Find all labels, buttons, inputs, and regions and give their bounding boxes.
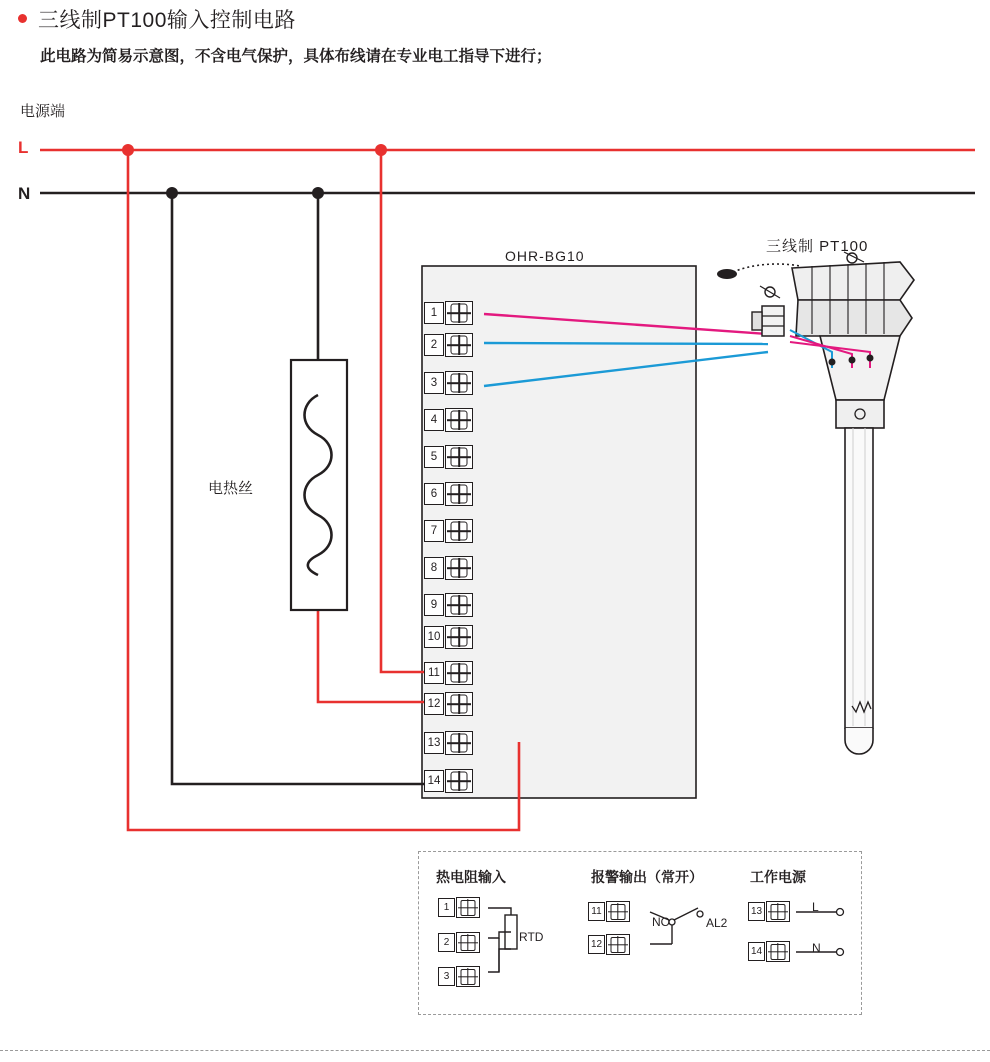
legend-note-n: N [812, 941, 821, 955]
terminal-number: 9 [424, 594, 444, 616]
live-label: L [18, 138, 29, 157]
legend-title-rtd: 热电阻输入 [436, 869, 506, 885]
terminal-screw-icon[interactable] [445, 731, 473, 755]
terminal-number: 11 [424, 662, 444, 684]
terminal-screw-icon[interactable] [445, 371, 473, 395]
legend-terminal-row[interactable] [588, 901, 630, 922]
terminal-number: 1 [424, 302, 444, 324]
legend-title-power: 工作电源 [750, 869, 806, 885]
terminal-number: 6 [424, 483, 444, 505]
terminal-screw-icon[interactable] [445, 301, 473, 325]
sensor-label: 三线制 PT100 [766, 238, 869, 255]
terminal-screw-icon[interactable] [766, 901, 790, 922]
terminal-screw-icon[interactable] [445, 692, 473, 716]
terminal-row[interactable] [424, 769, 473, 793]
terminal-number: 3 [438, 967, 455, 986]
legend-terminal-row[interactable] [438, 966, 480, 987]
terminal-screw-icon[interactable] [606, 934, 630, 955]
page-subtitle: 此电路为简易示意图，不含电气保护，具体布线请在专业电工指导下进行； [40, 48, 552, 65]
terminal-number: 4 [424, 409, 444, 431]
terminal-screw-icon[interactable] [445, 625, 473, 649]
neutral-label: N [18, 184, 31, 203]
terminal-screw-icon[interactable] [445, 519, 473, 543]
device-model-label: OHR-BG10 [505, 248, 585, 264]
heater-label: 电热丝 [208, 480, 254, 497]
terminal-row[interactable] [424, 519, 473, 543]
terminal-screw-icon[interactable] [445, 556, 473, 580]
terminal-row[interactable] [424, 445, 473, 469]
terminal-screw-icon[interactable] [445, 769, 473, 793]
terminal-number: 11 [588, 902, 605, 921]
terminal-number: 7 [424, 520, 444, 542]
terminal-row[interactable] [424, 661, 473, 685]
terminal-row[interactable] [424, 556, 473, 580]
legend-terminal-row[interactable] [438, 932, 480, 953]
legend-terminal-row[interactable] [748, 941, 790, 962]
terminal-number: 2 [438, 933, 455, 952]
legend-note-al2: AL2 [706, 916, 728, 930]
terminal-screw-icon[interactable] [445, 333, 473, 357]
terminal-number: 14 [748, 942, 765, 961]
legend-terminal-row[interactable] [748, 901, 790, 922]
terminal-number: 2 [424, 334, 444, 356]
terminal-row[interactable] [424, 625, 473, 649]
terminal-screw-icon[interactable] [456, 966, 480, 987]
terminal-row[interactable] [424, 482, 473, 506]
terminal-number: 13 [424, 732, 444, 754]
terminal-number: 13 [748, 902, 765, 921]
terminal-screw-icon[interactable] [445, 661, 473, 685]
terminal-screw-icon[interactable] [445, 482, 473, 506]
power-source-label: 电源端 [20, 103, 66, 120]
terminal-row[interactable] [424, 371, 473, 395]
legend-terminal-row[interactable] [588, 934, 630, 955]
terminal-row[interactable] [424, 692, 473, 716]
page-divider [0, 1050, 990, 1051]
terminal-screw-icon[interactable] [445, 408, 473, 432]
terminal-row[interactable] [424, 593, 473, 617]
legend-terminal-row[interactable] [438, 897, 480, 918]
terminal-number: 12 [588, 935, 605, 954]
terminal-number: 10 [424, 626, 444, 648]
terminal-number: 5 [424, 446, 444, 468]
terminal-row[interactable] [424, 333, 473, 357]
terminal-number: 14 [424, 770, 444, 792]
terminal-number: 8 [424, 557, 444, 579]
legend-note-rtd: RTD [519, 930, 544, 944]
terminal-screw-icon[interactable] [445, 445, 473, 469]
terminal-screw-icon[interactable] [445, 593, 473, 617]
terminal-number: 3 [424, 372, 444, 394]
terminal-screw-icon[interactable] [456, 897, 480, 918]
terminal-screw-icon[interactable] [456, 932, 480, 953]
legend-note-l: L [812, 900, 819, 914]
terminal-number: 12 [424, 693, 444, 715]
page-title: 三线制PT100输入控制电路 [38, 9, 296, 32]
legend-note-no: NO [652, 915, 670, 929]
terminal-row[interactable] [424, 301, 473, 325]
terminal-row[interactable] [424, 408, 473, 432]
legend-title-alarm: 报警输出（常开） [591, 869, 703, 885]
terminal-number: 1 [438, 898, 455, 917]
terminal-screw-icon[interactable] [606, 901, 630, 922]
terminal-row[interactable] [424, 731, 473, 755]
terminal-screw-icon[interactable] [766, 941, 790, 962]
